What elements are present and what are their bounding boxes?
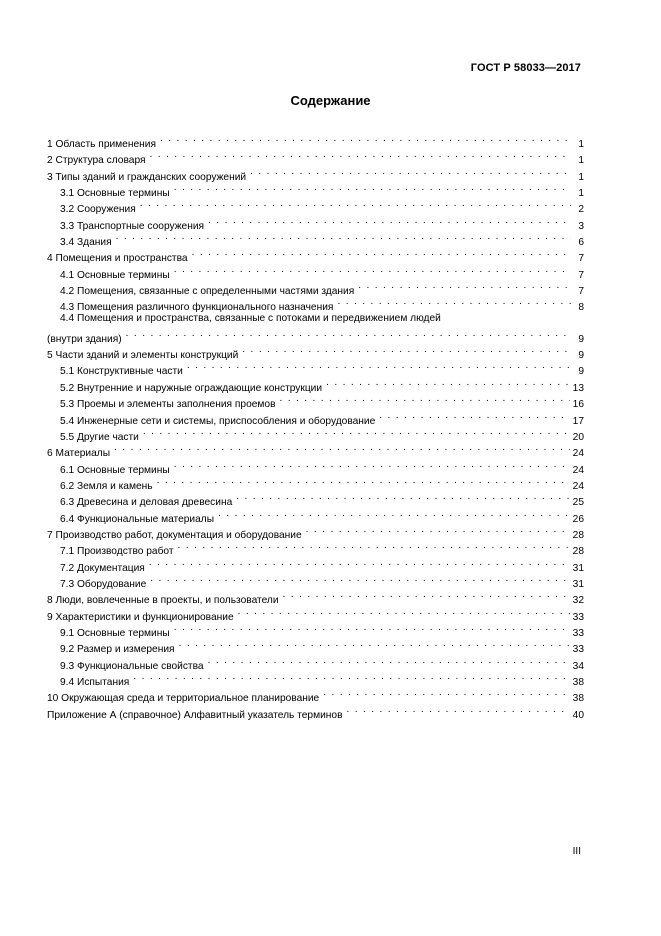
toc-page-number: 8 [578, 302, 584, 314]
toc-page-number: 31 [572, 578, 584, 590]
toc-entry-title: 3.2 Сооружения [60, 204, 136, 216]
toc-entry-title: 4 Помещения и пространства [47, 253, 188, 265]
toc-entry-title: 5.5 Другие части [60, 431, 139, 443]
toc-entry-title: 1 Область применения [47, 139, 156, 150]
toc-entry-title: 7.3 Оборудование [60, 578, 147, 590]
dot-leader [143, 424, 570, 440]
toc-entry-title: 9 Характеристики и функционирование [47, 611, 234, 623]
dot-leader [242, 342, 571, 358]
table-of-contents [47, 131, 584, 721]
dot-leader [116, 229, 571, 245]
toc-entry-title: Приложение А (справочное) Алфавитный указатель терминов [47, 709, 343, 721]
toc-entry-title: 5.2 Внутренние и наружные ограждающие конструкции [60, 382, 323, 394]
dot-leader [174, 262, 571, 278]
toc-page-number: 7 [578, 253, 584, 265]
toc-entry-title: 9.3 Функциональные свойства [60, 660, 204, 672]
toc-page-number: 17 [572, 415, 584, 427]
toc-entry-title: 4.1 Основные термины [60, 269, 170, 281]
toc-page-number: 25 [572, 497, 584, 509]
toc-entry[interactable] [47, 440, 584, 460]
toc-page-number: 24 [572, 448, 584, 460]
toc-entry-title: 6.4 Функциональные материалы [60, 513, 215, 525]
toc-entry-title: 7.1 Производство работ [60, 546, 174, 558]
dot-leader [157, 473, 570, 489]
toc-page-number: 16 [572, 399, 584, 411]
toc-page-number: 24 [572, 464, 584, 476]
toc-page-number: 28 [572, 529, 584, 541]
toc-page-number: 1 [578, 188, 584, 200]
toc-entry-title: 4.4 Помещения и пространства, связанные с потоками и передвижением людей [60, 312, 441, 324]
toc-title: Содержание [290, 93, 371, 108]
dot-leader [160, 131, 571, 147]
dot-leader [150, 571, 569, 587]
toc-entry-title: 5.1 Конструктивные части [60, 366, 183, 378]
toc-page-number: 1 [578, 171, 584, 183]
dot-leader [283, 587, 570, 603]
toc-entry-title: 9.2 Размер и измерения [60, 644, 175, 656]
toc-entry-title: 8 Люди, вовлеченные в проекты, и пользователи [47, 595, 279, 607]
toc-page-number: 7 [578, 269, 584, 281]
page-number: III [572, 846, 581, 857]
toc-page-number: 33 [572, 627, 584, 639]
dot-leader [279, 391, 569, 407]
toc-entry-title: 6.3 Древесина и деловая древесина [60, 497, 233, 509]
toc-page-number: 40 [572, 709, 584, 721]
toc-entry-title: 10 Окружающая среда и территориальное планирование [47, 693, 320, 705]
toc-entry-title: 6.2 Земля и камень [60, 480, 153, 492]
toc-page-number: 38 [572, 677, 584, 688]
toc-entry-title: 5.4 Инженерные сети и системы, приспособления и оборудование [60, 415, 376, 427]
toc-page-number: 13 [572, 382, 584, 394]
toc-page-number: 34 [572, 660, 584, 672]
standard-designation: ГОСТ Р 58033—2017 [470, 62, 581, 74]
dot-leader [140, 196, 571, 212]
dot-leader [238, 604, 570, 620]
toc-entry[interactable] [47, 229, 584, 249]
dot-leader [187, 358, 571, 374]
toc-entry-title: 3.4 Здания [60, 237, 112, 249]
dot-leader [174, 620, 570, 636]
dot-leader [208, 213, 571, 229]
toc-page-number: 1 [578, 139, 584, 150]
toc-entry-title: 7 Производство работ, документация и оборудование [47, 529, 302, 541]
dot-leader [218, 506, 570, 522]
dot-leader [358, 278, 571, 294]
dot-leader [208, 653, 570, 669]
toc-page-number: 26 [572, 513, 584, 525]
toc-page-number: 6 [578, 237, 584, 249]
toc-entry-title: 7.2 Документация [60, 562, 145, 574]
toc-entry-title: 6 Материалы [47, 448, 111, 460]
toc-entry-title: 5.3 Проемы и элементы заполнения проемов [60, 399, 276, 411]
toc-page-number: 3 [578, 220, 584, 232]
toc-page-number: 9 [578, 333, 584, 345]
dot-leader [150, 147, 571, 163]
toc-entry-title: 3.3 Транспортные сооружения [60, 220, 205, 232]
toc-page-number: 1 [578, 155, 584, 167]
dot-leader [133, 669, 569, 685]
dot-leader [250, 164, 571, 180]
dot-leader [174, 180, 571, 196]
toc-page-number: 33 [572, 611, 584, 623]
dot-leader [236, 489, 569, 505]
toc-page-number: 9 [578, 350, 584, 362]
dot-leader [379, 408, 569, 424]
toc-page-number: 31 [572, 562, 584, 574]
toc-page-number: 20 [572, 431, 584, 443]
toc-page-number: 38 [572, 693, 584, 705]
toc-entry-title: 3 Типы зданий и гражданских сооружений [47, 171, 247, 183]
dot-leader [326, 375, 570, 391]
toc-page-number: 9 [578, 366, 584, 378]
toc-entry-title: 4.2 Помещения, связанные с определенными частями здания [60, 286, 355, 298]
dot-leader [323, 685, 569, 701]
dot-leader [337, 294, 571, 310]
toc-entry-title-continued: (внутри здания) [47, 333, 122, 345]
toc-entry-title: 6.1 Основные термины [60, 464, 170, 476]
toc-entry-title: 5 Части зданий и элементы конструкций [47, 350, 239, 362]
toc-entry[interactable] [47, 342, 584, 362]
toc-page-number: 28 [572, 546, 584, 558]
toc-entry[interactable] [47, 245, 584, 265]
toc-page-number: 33 [572, 644, 584, 656]
dot-leader [346, 702, 569, 718]
toc-entry-title: 2 Структура словаря [47, 155, 146, 167]
dot-leader [179, 636, 570, 652]
dot-leader [178, 538, 570, 554]
toc-page-number: 24 [572, 480, 584, 492]
toc-entry-line[interactable] [47, 311, 584, 326]
dot-leader [149, 555, 570, 571]
toc-entry[interactable] [47, 326, 584, 345]
toc-page-number: 2 [578, 204, 584, 216]
toc-entry-title: 9.4 Испытания [60, 677, 130, 688]
toc-entry-title: 4.3 Помещения различного функционального назначения [60, 302, 334, 314]
dot-leader [174, 457, 570, 473]
toc-entry[interactable] [47, 457, 584, 476]
dot-leader [192, 245, 571, 261]
toc-entry-title: 9.1 Основные термины [60, 627, 170, 639]
dot-leader [126, 326, 571, 342]
toc-page-number: 7 [578, 286, 584, 298]
dot-leader [114, 440, 570, 456]
toc-page-number: 32 [572, 595, 584, 607]
toc-entry[interactable] [47, 131, 584, 150]
dot-leader [306, 522, 570, 538]
toc-entry-title: 3.1 Основные термины [60, 188, 170, 200]
